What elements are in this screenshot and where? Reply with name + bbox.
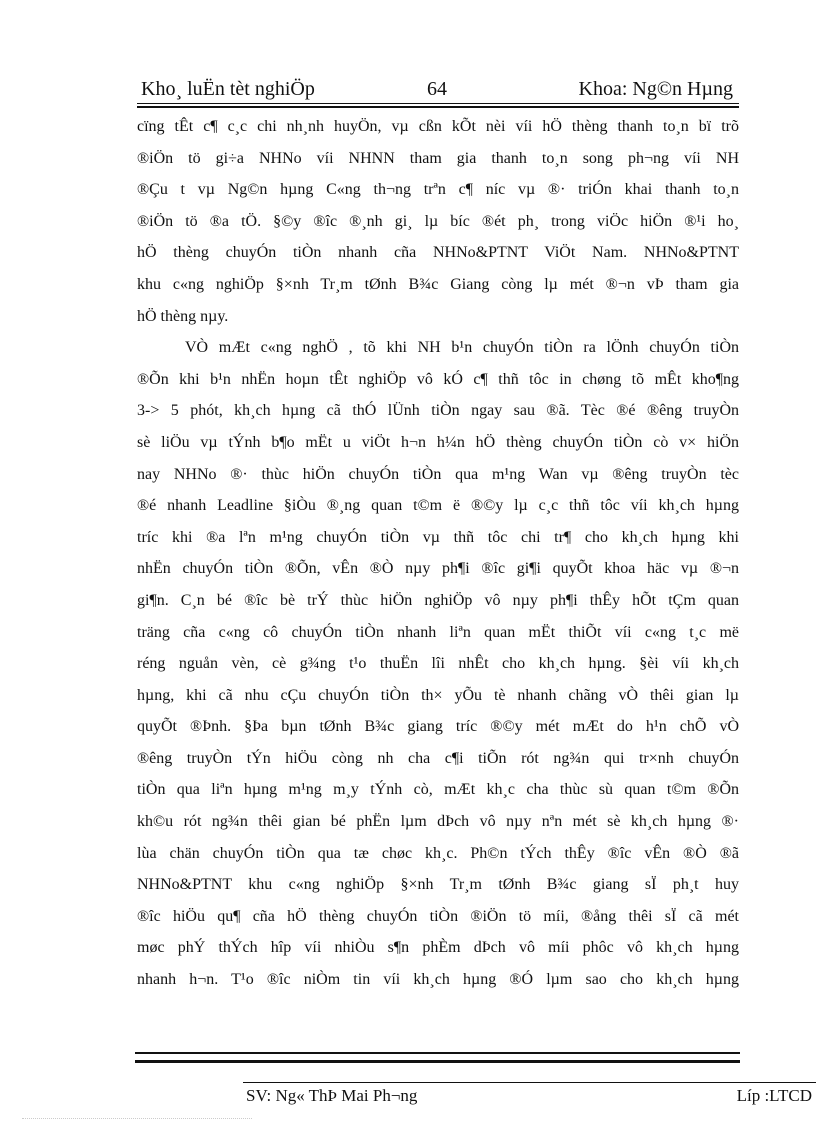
text-line: ®êng truyÒn tÝn hiÖu còng nh cha c¶i tiÕn rót ng¾n qui tr×nh chuyÓn — [137, 749, 739, 767]
text-line: ®Õn khi b¹n nhËn hoµn tÊt nghiÖp vô kÓ c¶ thñ tôc in chøng tõ mÊt kho¶ng — [137, 370, 739, 388]
dotted-divider — [22, 1118, 252, 1119]
text-line: nay NHNo ®· thùc hiÖn chuyÓn tiÒn qua m¹ng Wan vµ ®êng truyÒn tèc — [137, 465, 739, 483]
header-faculty: Khoa: Ng©n Hµng — [578, 78, 733, 100]
text-line: quyÕt ®Þnh. §Þa bµn tØnh B¾c giang tríc ®©y mét mÆt do h¹n chÕ vÒ — [137, 718, 739, 736]
body-text — [137, 111, 739, 996]
text-line: hÖ thèng nµy. — [137, 307, 229, 325]
header-rule — [137, 103, 739, 108]
text-line: ®iÖn tö gi÷a NHNo víi NHNN tham gia thanh to¸n song ph¬ng víi NH — [137, 149, 739, 167]
text-line: gi¶n. C¸n bé ®îc bè trÝ thùc hiÖn nghiÖp vô nµy ph¶i thÊy hÕt tÇm quan — [137, 591, 739, 609]
text-line: khu c«ng nghiÖp §×nh Tr¸m tØnh B¾c Giang còng lµ mét ®¬n vÞ tham gia — [137, 275, 739, 293]
header-page-number: 64 — [427, 78, 447, 100]
text-line: kh©u rót ng¾n thêi gian bé phËn lµm dÞch vô nµy nªn mét sè kh¸ch hµng ®· — [137, 813, 739, 831]
text-line: tríc khi ®a lªn m¹ng chuyÓn tiÒn vµ thñ tôc chi tr¶ cho kh¸ch hµng khi — [137, 528, 739, 546]
text-line: ®îc hiÖu qu¶ cña hÖ thèng chuyÓn tiÒn ®iÖn tö míi, ®ång thêi sÏ cã mét — [137, 907, 739, 925]
footer-rule — [135, 1052, 740, 1063]
text-line: réng nguån vèn, cè g¾ng t¹o thuËn lîi nhÊt cho kh¸ch hµng. §èi víi kh¸ch — [137, 655, 739, 673]
text-line: NHNo&PTNT khu c«ng nghiÖp §×nh Tr¸m tØnh B¾c giang sÏ ph¸t huy — [137, 876, 739, 894]
text-line: 3-> 5 phót, kh¸ch hµng cã thÓ lÜnh tiÒn ngay sau ®ã. Tèc ®é ®êng truyÒn — [137, 402, 739, 420]
text-line: sè liÖu vµ tÝnh b¶o mËt u viÖt h¬n h¼n hÖ thèng chuyÓn tiÒn cò v× hiÖn — [137, 433, 739, 451]
text-line: nhËn chuyÓn tiÒn ®Õn, vÊn ®Ò nµy ph¶i ®îc gi¶i quyÕt khoa häc vµ ®¬n — [137, 560, 739, 578]
text-line: nhanh h¬n. T¹o ®îc niÒm tin víi kh¸ch hµng ®Ó lµm sao cho kh¸ch hµng — [137, 971, 739, 989]
text-line: ®é nhanh Leadline §iÒu ®¸ng quan t©m ë ®©y lµ c¸c thñ tôc víi kh¸ch hµng — [137, 497, 739, 515]
text-line: tiÒn qua liªn hµng m¹ng m¸y tÝnh cò, mÆt kh¸c cha thùc sù quan t©m ®Õn — [137, 781, 739, 799]
header-thesis-title: Kho¸ luËn tèt nghiÖp — [141, 78, 315, 100]
footer-student-name: SV: Ng« ThÞ Mai Ph¬ng — [246, 1086, 418, 1105]
text-line: träng cña c«ng cô chuyÓn tiÒn nhanh liªn quan mËt thiÕt víi c«ng t¸c më — [137, 623, 739, 641]
footer-thin-rule — [243, 1082, 816, 1083]
footer-class: Líp :LTCD — [736, 1086, 812, 1105]
text-line: hµng, khi cã nhu cÇu chuyÓn tiÒn th× yÕu tè nhanh chãng vÒ thêi gian lµ — [137, 686, 739, 704]
text-line: lùa chän chuyÓn tiÒn qua tæ chøc kh¸c. Ph©n tÝch thÊy ®îc vÊn ®Ò ®ã — [137, 844, 739, 862]
text-line: møc phÝ thÝch hîp víi nhiÒu s¶n phÈm dÞch vô míi phôc vô kh¸ch hµng — [137, 939, 739, 957]
text-line: VÒ mÆt c«ng nghÖ , tõ khi NH b¹n chuyÓn tiÒn ra lÖnh chuyÓn tiÒn — [185, 339, 739, 357]
text-line: ®Çu t vµ Ng©n hµng C«ng th¬ng trªn c¶ níc vµ ®· triÓn khai thanh to¸n — [137, 181, 739, 199]
page-header — [137, 76, 739, 106]
text-line: ®iÖn tö ®a tÖ. §©y ®îc ®¸nh gi¸ lµ bíc ®ét ph¸ trong viÖc hiÖn ®¹i ho¸ — [137, 212, 739, 230]
text-line: cïng tÊt c¶ c¸c chi nh¸nh huyÖn, vµ cßn kÕt nèi víi hÖ thèng thanh to¸n bï trõ — [137, 118, 739, 135]
text-line: hÖ thèng chuyÓn tiÒn nhanh cña NHNo&PTNT ViÖt Nam. NHNo&PTNT — [137, 244, 739, 262]
